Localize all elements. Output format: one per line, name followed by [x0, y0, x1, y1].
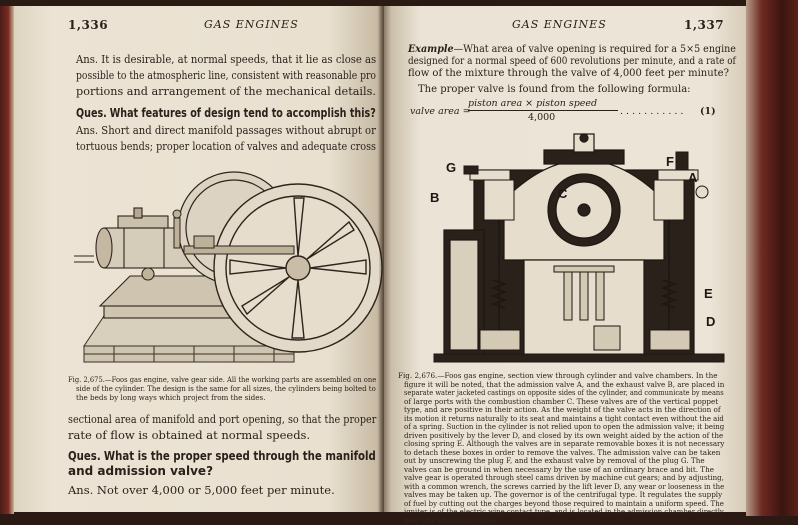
right-caption-line-9: closing spring E. Although the valves are in separate removable boxes it is not necessary — [404, 439, 725, 448]
question-2-label: Ques. — [68, 449, 101, 463]
right-cover-edge — [746, 0, 798, 516]
formula-fraction-bar — [468, 110, 618, 111]
right-caption-line-3: separate water jacketed castings on opposite sides of the cylinder, and communicate by means — [404, 388, 724, 397]
answer-1-line-2: possible to the atmospheric line, consistent with reasonable pro — [76, 68, 376, 82]
right-caption-line-17: igniter is of the electric wipe contact type, and is located in the admission chamber directly — [404, 507, 724, 516]
answer-2-cont-line-1: sectional area of manifold and port opening, so that the proper — [68, 412, 377, 426]
label-a: A — [688, 170, 698, 185]
right-caption-line-16: of fuel by cutting out the charges beyond those required to maintain a uniform speed. The — [404, 498, 724, 508]
question-1 — [76, 106, 376, 120]
question-2-text-2: and admission valve? — [68, 464, 214, 478]
right-caption-line-11: out by unscrewing the plug F, and the exhaust valve by removal of the plug G. The — [404, 456, 705, 465]
formula-intro: The proper valve is found from the following formula: — [418, 84, 691, 95]
left-figure-caption-line-3: the beds by long ways which project from the sides. — [76, 393, 266, 402]
right-caption-line-7: of a spring. Suction in the cylinder is not relied upon to open the admission valve; it being — [404, 422, 725, 431]
right-caption-line-5: type, and are positive in their action. As the weight of the valve acts in the direction of — [404, 405, 721, 414]
right-caption-line-10: to detach these boxes in order to remove the valves. The admission valve can be taken — [404, 447, 721, 457]
right-caption-line-15: valves may be taken up. The governor is of the centrifugal type. It regulates the supply — [404, 490, 723, 499]
right-caption-line-8: driven positively by the lever D, and closed by its own weight aided by the action of the — [404, 430, 724, 440]
answer-1-line-3: portions and arrangement of the mechanical details. — [76, 84, 376, 98]
right-page-number: 1,337 — [684, 18, 725, 32]
example-text-1: —What area of valve opening is required for a 5×5 engine — [453, 44, 736, 55]
question-2-line-1 — [68, 449, 376, 463]
left-figure-caption-line-2: side of the cylinder. The design is the same for all sizes, the cylinders being bolted to — [76, 384, 376, 393]
right-caption-line-12: valves can be ground in when necessary by the use of an ordinary brace and bit. The — [404, 464, 714, 474]
question-1-text: What features of design tend to accomplish this? — [109, 106, 376, 120]
label-f: F — [666, 154, 674, 169]
label-b: B — [430, 190, 440, 205]
label-e: E — [704, 286, 713, 301]
right-caption-line-14: with a common wrench, the screws carried by the lift lever D, any wear or looseness in the — [404, 481, 725, 491]
question-2-text-1: What is the proper speed through the manifold — [103, 449, 376, 463]
right-caption-line-18: over the admission valve. — [404, 515, 497, 525]
right-caption-line-4: of large ports with the combustion chamber C. These valves are of the vertical poppet — [404, 396, 719, 406]
formula-leaders: . . . . . . . . . . . — [620, 106, 684, 117]
answer-3: Ans. Not over 4,000 or 5,000 feet per minute. — [68, 483, 335, 497]
left-page-number: 1,336 — [68, 18, 109, 32]
left-page — [14, 6, 384, 512]
valve-area-formula — [410, 98, 730, 128]
example-line-3: flow of the mixture through the valve of 4,000 feet per minute? — [408, 68, 729, 79]
example-label: Example — [408, 44, 454, 55]
example-line-2: designed for a normal speed of 600 revolutions per minute, and a rate of — [408, 56, 736, 67]
right-caption-line-1: Fig. 2,676.—Foos gas engine, section view through cylinder and valve chambers. In the — [398, 371, 718, 380]
answer-2-line-1: Ans. Short and direct manifold passages without abrupt or — [76, 123, 376, 137]
left-figure-caption-line-1: Fig. 2,675.—Foos gas engine, valve gear side. All the working parts are assembled on one — [68, 375, 377, 384]
left-running-head: GAS ENGINES — [204, 18, 299, 31]
label-c: C — [558, 186, 568, 201]
right-caption-line-2: figure it will be noted, that the admission valve A, and the exhaust valve B, are placed in — [404, 379, 725, 389]
answer-2-cont-line-2: rate of flow is obtained at normal speeds. — [68, 428, 311, 442]
right-caption-line-13: valve gear is operated through steel cams driven by machine cut gears; and by adjusting, — [404, 473, 724, 482]
cylinder-casting — [444, 134, 694, 360]
right-caption-line-6: its motion it returns naturally to its seat and maintains a tight contact even without the aid — [404, 413, 724, 423]
front-flywheel — [214, 184, 382, 352]
label-d: D — [706, 314, 716, 329]
question-2-line-2 — [68, 464, 213, 478]
left-cover-edge — [0, 6, 14, 514]
right-running-head: GAS ENGINES — [512, 18, 607, 31]
formula-numerator: piston area × piston speed — [468, 98, 598, 109]
label-g: G — [446, 160, 457, 175]
answer-1-line-1: Ans. It is desirable, at normal speeds, that it lie as close as — [76, 52, 377, 66]
example-line-1 — [408, 44, 736, 56]
section-view-illustration — [414, 130, 724, 366]
foos-engine-illustration — [64, 156, 384, 372]
formula-lhs: valve area = — [410, 106, 471, 117]
question-1-label: Ques. — [76, 106, 107, 120]
answer-2-line-2: tortuous bends; proper location of valves and adequate cross — [76, 139, 377, 153]
right-page — [384, 6, 746, 525]
formula-denominator: 4,000 — [528, 112, 556, 123]
formula-number: (1) — [700, 106, 716, 117]
